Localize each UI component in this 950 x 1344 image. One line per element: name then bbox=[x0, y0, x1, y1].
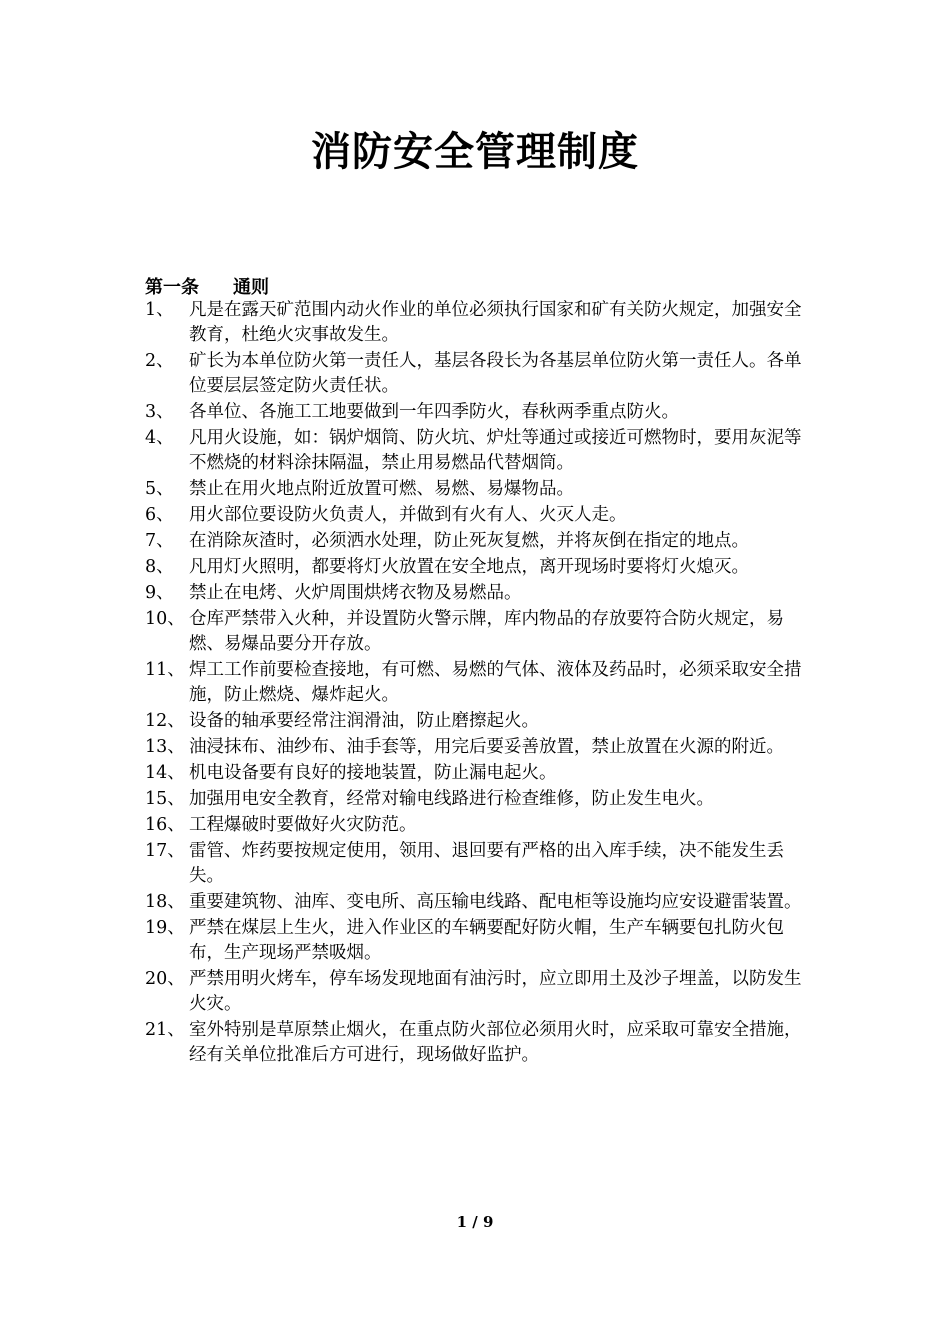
rule-text: 重要建筑物、油库、变电所、高压输电线路、配电柜等设施均应安设避雷装置。 bbox=[189, 892, 802, 912]
document-title: 消防安全管理制度 bbox=[311, 129, 639, 175]
rule-number: 10、 bbox=[145, 609, 185, 629]
rule-number: 16、 bbox=[145, 815, 185, 835]
rule-item bbox=[145, 477, 810, 502]
rule-item bbox=[145, 503, 810, 528]
rule-text: 仓库严禁带入火种，并设置防火警示牌，库内物品的存放要符合防火规定，易燃、易爆品要分开存放。 bbox=[189, 609, 784, 654]
rule-number: 14、 bbox=[145, 763, 185, 783]
rule-number: 12、 bbox=[145, 711, 185, 731]
rule-text: 凡是在露天矿范围内动火作业的单位必须执行国家和矿有关防火规定，加强安全教育，杜绝火灾事故发生。 bbox=[189, 300, 802, 345]
rule-item bbox=[145, 555, 810, 580]
rule-text: 用火部位要设防火负责人，并做到有火有人、火灭人走。 bbox=[189, 505, 627, 525]
rule-number: 1、 bbox=[145, 300, 174, 320]
rule-number: 7、 bbox=[145, 531, 174, 551]
rule-text: 设备的轴承要经常注润滑油，防止磨擦起火。 bbox=[189, 711, 539, 731]
rule-text: 在消除灰渣时，必须洒水处理，防止死灰复燃，并将灰倒在指定的地点。 bbox=[189, 531, 749, 551]
rule-number: 20、 bbox=[145, 969, 185, 989]
rule-item bbox=[145, 761, 810, 786]
rule-number: 21、 bbox=[145, 1020, 185, 1040]
rule-text: 机电设备要有良好的接地装置，防止漏电起火。 bbox=[189, 763, 557, 783]
section-heading bbox=[145, 273, 269, 299]
section-number: 第一条 bbox=[145, 277, 199, 298]
rule-item bbox=[145, 787, 810, 812]
rule-text: 禁止在电烤、火炉周围烘烤衣物及易燃品。 bbox=[189, 583, 522, 603]
rule-number: 3、 bbox=[145, 402, 174, 422]
rule-text: 雷管、炸药要按规定使用，领用、退回要有严格的出入库手续，决不能发生丢失。 bbox=[189, 841, 784, 886]
rule-item bbox=[145, 839, 810, 889]
rule-text: 严禁用明火烤车，停车场发现地面有油污时，应立即用土及沙子埋盖，以防发生火灾。 bbox=[189, 969, 802, 1014]
rule-number: 11、 bbox=[145, 660, 185, 680]
rules-list bbox=[145, 298, 810, 1069]
rule-text: 室外特别是草原禁止烟火，在重点防火部位必须用火时，应采取可靠安全措施，经有关单位批准后方可进行，现场做好监护。 bbox=[189, 1020, 802, 1065]
rule-number: 9、 bbox=[145, 583, 174, 603]
rule-text: 凡用灯火照明，都要将灯火放置在安全地点，离开现场时要将灯火熄灭。 bbox=[189, 557, 749, 577]
rule-text: 矿长为本单位防火第一责任人，基层各段长为各基层单位防火第一责任人。各单位要层层签定防火责任状。 bbox=[189, 351, 802, 396]
rule-number: 2、 bbox=[145, 351, 174, 371]
rule-number: 6、 bbox=[145, 505, 174, 525]
rule-number: 19、 bbox=[145, 918, 185, 938]
rule-text: 禁止在用火地点附近放置可燃、易燃、易爆物品。 bbox=[189, 479, 574, 499]
rule-text: 凡用火设施，如：锅炉烟筒、防火坑、炉灶等通过或接近可燃物时，要用灰泥等不燃烧的材料涂抹隔温，禁止用易燃品代替烟筒。 bbox=[189, 428, 802, 473]
rule-item bbox=[145, 298, 810, 348]
rule-item bbox=[145, 349, 810, 399]
rule-number: 8、 bbox=[145, 557, 174, 577]
rule-item bbox=[145, 967, 810, 1017]
rule-number: 18、 bbox=[145, 892, 185, 912]
rule-text: 油浸抹布、油纱布、油手套等，用完后要妥善放置，禁止放置在火源的附近。 bbox=[189, 737, 784, 757]
rule-item bbox=[145, 890, 810, 915]
rule-item bbox=[145, 1018, 810, 1068]
rule-number: 4、 bbox=[145, 428, 174, 448]
rule-number: 15、 bbox=[145, 789, 185, 809]
rule-item bbox=[145, 426, 810, 476]
section-title: 通则 bbox=[233, 277, 269, 298]
rule-item bbox=[145, 813, 810, 838]
rule-item bbox=[145, 529, 810, 554]
rule-item bbox=[145, 916, 810, 966]
rule-text: 严禁在煤层上生火，进入作业区的车辆要配好防火帽，生产车辆要包扎防火包布，生产现场严禁吸烟。 bbox=[189, 918, 784, 963]
rule-text: 工程爆破时要做好火灾防范。 bbox=[189, 815, 417, 835]
rule-item bbox=[145, 400, 810, 425]
rule-item bbox=[145, 735, 810, 760]
rule-text: 加强用电安全教育，经常对输电线路进行检查维修，防止发生电火。 bbox=[189, 789, 714, 809]
rule-item bbox=[145, 709, 810, 734]
rule-number: 17、 bbox=[145, 841, 185, 861]
rule-item bbox=[145, 658, 810, 708]
rule-item bbox=[145, 581, 810, 606]
rule-text: 焊工工作前要检查接地，有可燃、易燃的气体、液体及药品时，必须采取安全措施，防止燃烧、爆炸起火。 bbox=[189, 660, 802, 705]
rule-number: 5、 bbox=[145, 479, 174, 499]
rule-number: 13、 bbox=[145, 737, 185, 757]
page-number: 1 / 9 bbox=[456, 1213, 494, 1231]
rule-text: 各单位、各施工工地要做到一年四季防火，春秋两季重点防火。 bbox=[189, 402, 679, 422]
rule-item bbox=[145, 607, 810, 657]
